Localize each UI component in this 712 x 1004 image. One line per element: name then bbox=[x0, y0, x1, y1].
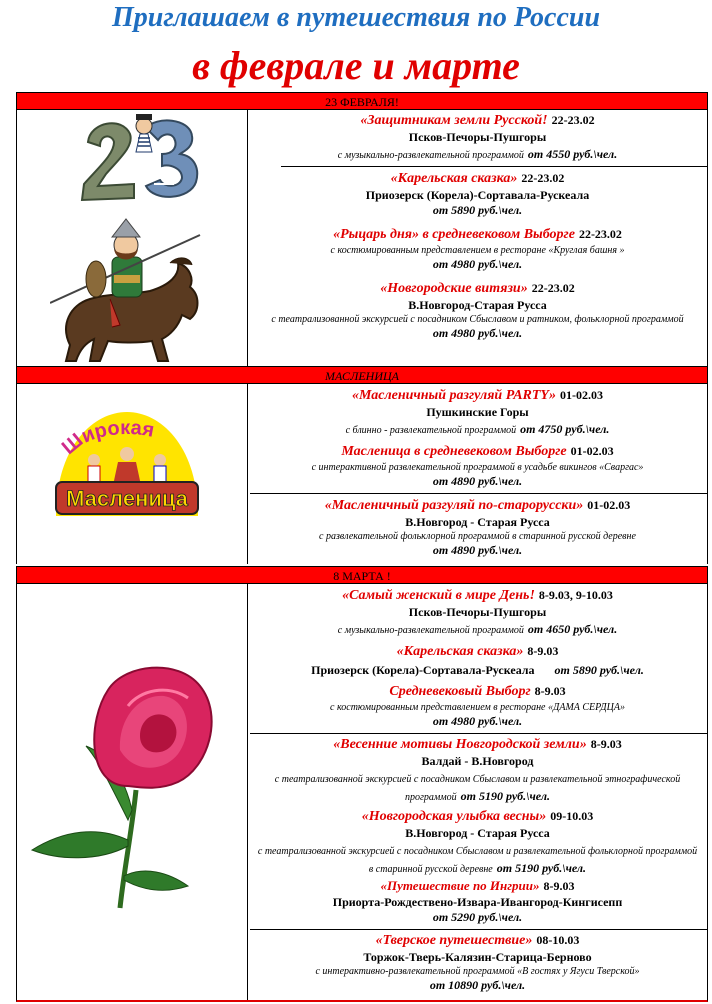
tour-price: от 4890 руб.\чел. bbox=[432, 543, 523, 557]
tour-note: с интерактивно-развлекательной программой «В гостях у Ягуси Тверской» bbox=[315, 966, 640, 977]
tour-block bbox=[247, 225, 708, 272]
tour-block bbox=[247, 386, 708, 438]
tour-price: от 4550 руб.\чел. bbox=[527, 147, 618, 161]
row-divider bbox=[250, 733, 708, 734]
tour-title: «Весенние мотивы Новгородской земли» bbox=[333, 737, 587, 752]
tour-dates: 01-02.03 bbox=[559, 388, 603, 402]
section-bar-23-february: 23 ФЕВРАЛЯ! bbox=[16, 92, 708, 110]
tour-dates: 22-23.02 bbox=[521, 171, 565, 185]
logo-arc-text: Широкая bbox=[57, 416, 157, 460]
tour-note: с интерактивной развлекательной программой в усадьбе викингов «Сваргас» bbox=[311, 462, 644, 473]
tour-dates: 8-9.03 bbox=[534, 684, 566, 698]
tour-price: от 5190 руб.\чел. bbox=[496, 861, 587, 875]
tour-title: «Новгородские витязи» bbox=[380, 281, 528, 296]
tour-route: В.Новгород - Старая Русса bbox=[405, 826, 550, 840]
tour-title: «Рыцарь дня» в средневековом Выборге bbox=[333, 227, 575, 242]
tour-dates: 09-10.03 bbox=[550, 809, 594, 823]
tour-dates: 01-02.03 bbox=[570, 444, 614, 458]
row-divider bbox=[250, 493, 708, 494]
tour-block bbox=[247, 279, 708, 341]
tour-block bbox=[247, 877, 708, 925]
tour-dates: 22-23.02 bbox=[531, 281, 575, 295]
tour-title: Масленица в средневековом Выборге bbox=[341, 444, 567, 459]
shirokaya-maslenitsa-logo bbox=[52, 398, 202, 523]
page-title-line2: в феврале и марте bbox=[192, 43, 520, 88]
tour-route: Псков-Печоры-Пушгоры bbox=[408, 605, 547, 619]
tour-note: с блинно - развлекательной программой bbox=[345, 425, 517, 436]
tour-title: «Путешествие по Ингрии» bbox=[380, 878, 540, 893]
number-23-soldier-picture bbox=[70, 112, 210, 204]
tour-title: «Защитникам земли Русской! bbox=[360, 113, 548, 128]
tour-dates: 08-10.03 bbox=[536, 933, 580, 947]
tour-price: от 4980 руб.\чел. bbox=[432, 714, 523, 728]
tour-title: «Карельская сказка» bbox=[396, 644, 524, 659]
tour-title: «Масленичный разгуляй по-старорусски» bbox=[324, 498, 584, 513]
tour-block bbox=[247, 682, 708, 729]
pink-rose-picture bbox=[28, 650, 228, 912]
bogatyr-on-horse-picture bbox=[50, 215, 210, 363]
tour-dates: 8-9.03, 9-10.03 bbox=[538, 588, 613, 602]
tour-dates: 22-23.02 bbox=[551, 113, 595, 127]
tour-route: В.Новгород - Старая Русса bbox=[405, 515, 550, 529]
tour-note: с театрализованной экскурсией с посадником Сбыславом и ратником, фольклорной программой bbox=[271, 314, 684, 325]
tour-dates: 8-9.03 bbox=[590, 737, 622, 751]
tour-block bbox=[247, 111, 708, 163]
tour-price: от 4890 руб.\чел. bbox=[432, 474, 523, 488]
tour-block bbox=[247, 169, 708, 218]
tour-note: с музыкально-развлекательной программой bbox=[337, 625, 524, 636]
section-bar-8-march: 8 МАРТА ! bbox=[16, 566, 708, 584]
tour-title: «Тверское путешествие» bbox=[375, 933, 533, 948]
tour-price: от 10890 руб.\чел. bbox=[429, 978, 526, 992]
tour-block bbox=[247, 807, 708, 877]
tour-title: «Карельская сказка» bbox=[390, 171, 518, 186]
tour-note: с музыкально-развлекательной программой bbox=[337, 150, 524, 161]
logo-main-text: Масленица bbox=[66, 486, 188, 511]
tour-title: Средневековый Выборг bbox=[389, 684, 531, 699]
tour-note: с театрализованной экскурсией с посадником Сбыславом и развлекательной этнографической программой bbox=[274, 774, 681, 803]
tour-price: от 4980 руб.\чел. bbox=[432, 326, 523, 340]
tour-price: от 4750 руб.\чел. bbox=[520, 422, 610, 436]
tour-block bbox=[247, 586, 708, 638]
tour-block bbox=[247, 496, 708, 558]
page-title-line1: Приглашаем в путешествия по России bbox=[111, 2, 601, 33]
tour-price: от 5890 руб.\чел. bbox=[432, 203, 523, 217]
tour-block bbox=[247, 931, 708, 993]
tour-title: «Самый женский в мире День! bbox=[342, 588, 535, 603]
tour-dates: 8-9.03 bbox=[527, 644, 559, 658]
tour-note: с костюмированным представлением в ресторане «Круглая башня » bbox=[330, 245, 625, 256]
tour-dates: 8-9.03 bbox=[543, 879, 575, 893]
tour-price: от 4980 руб.\чел. bbox=[432, 257, 523, 271]
tour-price: от 5890 руб.\чел. bbox=[554, 663, 644, 677]
tour-route: В.Новгород-Старая Русса bbox=[408, 298, 547, 312]
tour-note: с театрализованной экскурсией с посадником Сбыславом и развлекательной фольклорной программой в старинной русской деревне bbox=[257, 846, 698, 875]
tour-price: от 4650 руб.\чел. bbox=[527, 622, 618, 636]
tour-route: Торжок-Тверь-Калязин-Старица-Берново bbox=[363, 950, 592, 964]
tour-note: с костюмированным представлением в ресторане «ДАМА СЕРДЦА» bbox=[330, 702, 625, 713]
tour-route: Валдай - В.Новгород bbox=[421, 754, 534, 768]
tour-title: «Масленичный разгуляй PARTY» bbox=[352, 388, 556, 403]
tour-route: Приорта-Рождествено-Извара-Ивангород-Кингисепп bbox=[332, 895, 623, 909]
tour-route: Приозерск (Корела)-Сортавала-Рускеала bbox=[311, 663, 535, 677]
tour-route: Приозерск (Корела)-Сортавала-Рускеала bbox=[365, 188, 590, 202]
tour-block bbox=[247, 442, 708, 489]
section-bar-maslenitsa: МАСЛЕНИЦА bbox=[16, 366, 708, 384]
tour-block bbox=[247, 642, 708, 679]
tour-note: с развлекательной фольклорной программой в старинной русской деревне bbox=[319, 531, 636, 542]
tour-price: от 5290 руб.\чел. bbox=[432, 910, 523, 924]
tour-dates: 22-23.02 bbox=[578, 227, 622, 241]
tour-block bbox=[247, 735, 708, 805]
tour-price: от 5190 руб.\чел. bbox=[460, 789, 550, 803]
tour-route: Пушкинские Горы bbox=[426, 405, 529, 419]
row-divider bbox=[281, 166, 708, 167]
tour-dates: 01-02.03 bbox=[587, 498, 631, 512]
tour-route: Псков-Печоры-Пушгоры bbox=[408, 130, 547, 144]
tour-title: «Новгородская улыбка весны» bbox=[361, 809, 547, 824]
row-divider bbox=[250, 929, 708, 930]
